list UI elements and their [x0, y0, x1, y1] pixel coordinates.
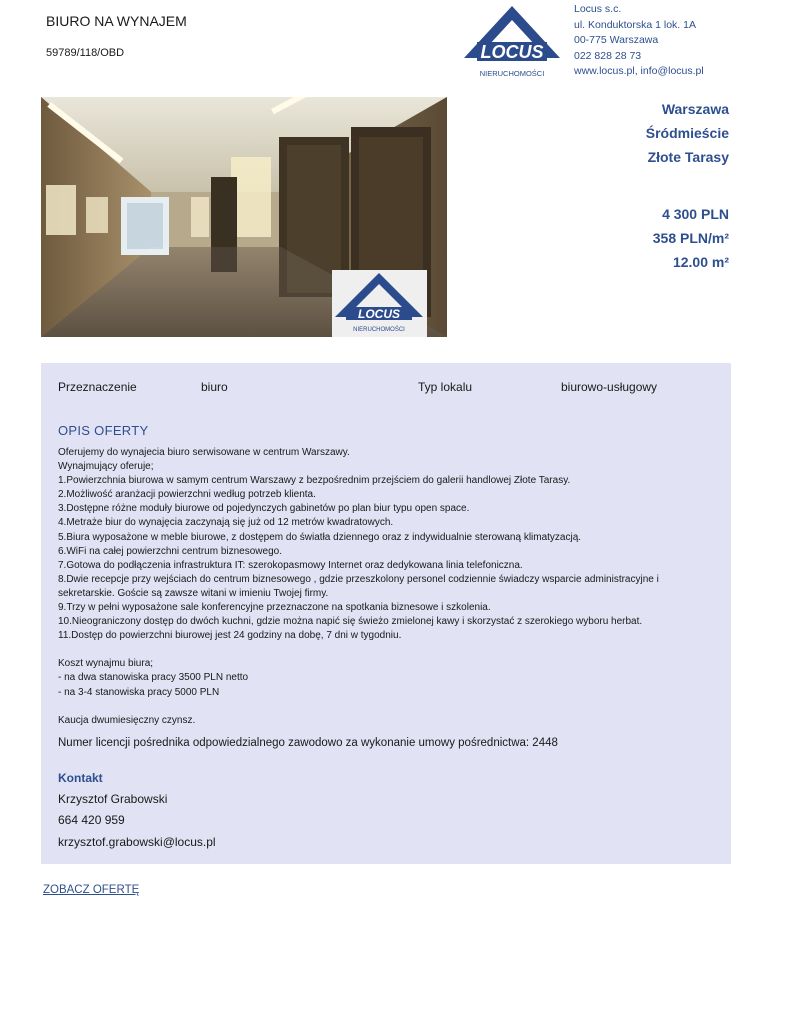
- location-city: Warszawa: [661, 101, 729, 117]
- license-number: Numer licencji pośrednika odpowiedzialnego zawodowo za wykonanie umowy pośrednictwa: 2448: [58, 737, 558, 749]
- company-street: ul. Konduktorska 1 lok. 1A: [574, 18, 696, 31]
- property-size: 12.00 m²: [672, 254, 729, 270]
- company-name: Locus s.c.: [574, 3, 622, 15]
- description-line: 7.Gotowa do podłączenia infrastruktura IT: szerokopasmowy Internet oraz dedykowana linia telefoniczna.: [58, 559, 523, 571]
- deposit-text: Kaucja dwumiesięczny czynsz.: [58, 714, 196, 726]
- svg-text:NIERUCHOMOŚCI: NIERUCHOMOŚCI: [479, 69, 545, 78]
- description-line: sekretarskie. Goście są zawsze witani w imieniu Twojej firmy.: [58, 587, 329, 599]
- description-line: 4.Metraże biur do wynajęcia zaczynają się już od 12 metrów kwadratowych.: [58, 517, 394, 529]
- location-district: Śródmieście: [645, 125, 729, 141]
- cost-heading: Koszt wynajmu biura;: [58, 658, 154, 670]
- description-line: 2.Możliwość aranżacji powierzchni według potrzeb klienta.: [58, 489, 316, 501]
- contact-heading: Kontakt: [58, 771, 103, 785]
- company-phone: 022 828 28 73: [574, 49, 642, 62]
- location-area: Złote Tarasy: [647, 149, 729, 165]
- description-line: 10.Nieograniczony dostęp do dwóch kuchni, gdzie można napić się świeżo zmielonej kawy i skorzystać z szerokiego wyboru herbat.: [58, 616, 643, 628]
- description-line: 8.Dwie recepcje przy wejściach do centrum biznesowego , gdzie przeszkolony personel codziennie świadczy wsparcie administracyjne i: [58, 573, 659, 585]
- description-line: Wynajmujący oferuje;: [58, 461, 154, 473]
- company-info: [574, 2, 704, 80]
- description-line: 1.Powierzchnia biurowa w samym centrum Warszawy z bezpośrednim przejściem do galerii handlowej Złote Tarasy.: [58, 475, 571, 487]
- type-value: biurowo-usługowy: [561, 380, 658, 394]
- svg-text:NIERUCHOMOŚCI: NIERUCHOMOŚCI: [353, 327, 405, 333]
- description-line: 9.Trzy w pełni wyposażone sale konferencyjne przeznaczone na spotkania biznesowe i szkolenia.: [58, 602, 491, 614]
- type-label: Typ lokalu: [418, 380, 473, 394]
- locus-logo: [459, 4, 565, 82]
- spacer: [58, 643, 728, 657]
- corridor-illustration: [41, 97, 447, 337]
- cost-line: - na dwa stanowiska pracy 3500 PLN netto: [58, 672, 249, 684]
- purpose-value: biuro: [201, 380, 228, 394]
- description-line: Oferujemy do wynajecia biuro serwisowane w centrum Warszawy.: [58, 447, 350, 458]
- description-line: 6.WiFi na całej powierzchni centrum biznesowego.: [58, 545, 282, 557]
- spacer: [58, 700, 728, 714]
- company-web: www.locus.pl, info@locus.pl: [574, 65, 704, 77]
- description-line: 3.Dostępne różne moduły biurowe od pojedynczych gabinetów po plan biur typu open space.: [58, 503, 470, 515]
- price-per-m2: 358 PLN/m²: [652, 230, 729, 246]
- description-line: 11.Dostęp do powierzchni biurowej jest 24 godziny na dobę, 7 dni w tygodniu.: [58, 630, 402, 642]
- document-title: BIURO NA WYNAJEM: [46, 13, 187, 29]
- purpose-label: Przeznaczenie: [58, 380, 137, 394]
- description-line: 5.Biura wyposażone w meble biurowe, z dostępem do światła dziennego oraz z indywidualnie sterowaną klimatyzacją.: [58, 531, 582, 543]
- offer-reference: 59789/118/OBD: [46, 47, 125, 59]
- description-heading: OPIS OFERTY: [58, 423, 149, 438]
- svg-text:LOCUS: LOCUS: [480, 42, 544, 62]
- price-total: 4 300 PLN: [662, 206, 729, 222]
- cost-line: - na 3-4 stanowiska pracy 5000 PLN: [58, 686, 220, 698]
- company-city: 00-775 Warszawa: [574, 34, 659, 46]
- contact-phone: 664 420 959: [58, 813, 125, 827]
- description-body: [58, 446, 728, 728]
- property-photo: [41, 97, 447, 337]
- view-offer-link[interactable]: ZOBACZ OFERTĘ: [43, 884, 140, 896]
- contact-name: Krzysztof Grabowski: [58, 792, 168, 806]
- contact-email[interactable]: krzysztof.grabowski@locus.pl: [58, 835, 216, 849]
- svg-text:LOCUS: LOCUS: [358, 307, 400, 321]
